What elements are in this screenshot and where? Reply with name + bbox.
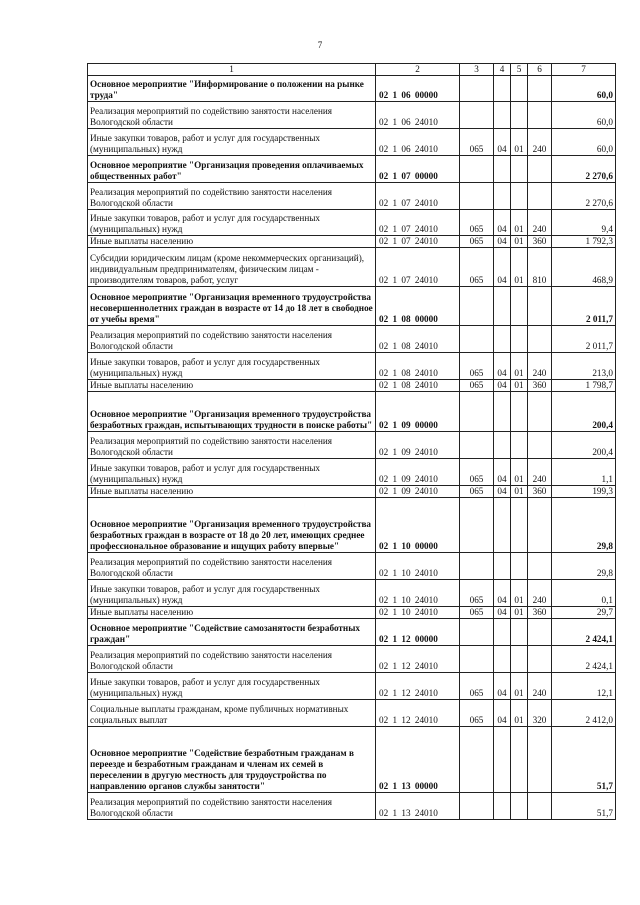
row-name-cell: Основное мероприятие "Содействие безработным гражданам в переезде и безработным гражданам и членам их семей в переселении в другую местность для трудоустройства по направлению органов службы занятости"	[88, 727, 376, 793]
row-rz-cell: 04	[494, 580, 511, 607]
row-pr-cell	[511, 646, 528, 673]
row-pr-cell	[511, 392, 528, 432]
row-pr-cell	[511, 102, 528, 129]
table-row	[88, 353, 616, 380]
row-vr-cell	[460, 287, 494, 326]
row-vr-cell	[460, 619, 494, 646]
row-sum-cell: 2 412,0	[552, 700, 616, 727]
row-code-cell: 02 1 12 24010	[376, 673, 460, 700]
row-vr-cell: 065	[460, 459, 494, 486]
table-header-row	[88, 64, 616, 76]
row-name-cell: Иные выплаты населению	[88, 380, 376, 392]
row-pr-cell: 01	[511, 607, 528, 619]
row-col6-cell	[528, 102, 552, 129]
row-col6-cell	[528, 498, 552, 553]
row-rz-cell: 04	[494, 248, 511, 287]
row-sum-cell: 468,9	[552, 248, 616, 287]
row-pr-cell: 01	[511, 353, 528, 380]
row-sum-cell: 9,4	[552, 210, 616, 236]
row-col6-cell: 240	[528, 129, 552, 156]
table-row	[88, 619, 616, 646]
row-sum-cell: 60,0	[552, 129, 616, 156]
row-name-cell: Реализация мероприятий по содействию занятости населения Вологодской области	[88, 183, 376, 210]
row-name-cell: Субсидии юридическим лицам (кроме некоммерческих организаций), индивидуальным предпринимателям, физическим лицам - производителям товаров, работ, услуг	[88, 248, 376, 287]
row-col6-cell: 240	[528, 353, 552, 380]
row-name-cell: Основное мероприятие "Организация временного трудоустройства безработных граждан в возрасте от 18 до 20 лет, имеющих среднее профессиональное образование и ищущих работу впервые"	[88, 498, 376, 553]
row-code-cell: 02 1 09 24010	[376, 459, 460, 486]
column-header: 7	[552, 64, 616, 76]
table-row	[88, 129, 616, 156]
row-rz-cell	[494, 793, 511, 820]
row-pr-cell: 01	[511, 129, 528, 156]
row-name-cell: Иные закупки товаров, работ и услуг для государственных (муниципальных) нужд	[88, 580, 376, 607]
row-pr-cell: 01	[511, 236, 528, 248]
row-vr-cell: 065	[460, 607, 494, 619]
row-sum-cell: 51,7	[552, 727, 616, 793]
column-header: 2	[376, 64, 460, 76]
row-vr-cell: 065	[460, 673, 494, 700]
row-vr-cell	[460, 553, 494, 580]
row-pr-cell	[511, 727, 528, 793]
row-code-cell: 02 1 12 24010	[376, 700, 460, 727]
table-row	[88, 248, 616, 287]
row-col6-cell: 240	[528, 459, 552, 486]
row-name-cell: Основное мероприятие "Организация временного трудоустройства несовершеннолетних граждан в возрасте от 14 до 18 лет в свободное от учебы время"	[88, 287, 376, 326]
row-col6-cell: 360	[528, 236, 552, 248]
row-pr-cell: 01	[511, 380, 528, 392]
table-row	[88, 380, 616, 392]
row-name-cell: Иные выплаты населению	[88, 486, 376, 498]
table-row	[88, 486, 616, 498]
column-header: 6	[528, 64, 552, 76]
row-name-cell: Иные выплаты населению	[88, 236, 376, 248]
row-name-cell: Реализация мероприятий по содействию занятости населения Вологодской области	[88, 553, 376, 580]
row-pr-cell	[511, 183, 528, 210]
row-code-cell: 02 1 09 24010	[376, 432, 460, 459]
table-row	[88, 102, 616, 129]
row-col6-cell	[528, 183, 552, 210]
row-rz-cell	[494, 619, 511, 646]
row-rz-cell: 04	[494, 459, 511, 486]
row-name-cell: Иные закупки товаров, работ и услуг для государственных (муниципальных) нужд	[88, 353, 376, 380]
row-pr-cell: 01	[511, 486, 528, 498]
row-col6-cell	[528, 392, 552, 432]
row-rz-cell: 04	[494, 210, 511, 236]
row-sum-cell: 2 011,7	[552, 287, 616, 326]
row-code-cell: 02 1 10 00000	[376, 498, 460, 553]
table-row	[88, 76, 616, 102]
row-name-cell: Реализация мероприятий по содействию занятости населения Вологодской области	[88, 326, 376, 353]
row-sum-cell: 2 424,1	[552, 646, 616, 673]
row-pr-cell: 01	[511, 210, 528, 236]
row-pr-cell: 01	[511, 673, 528, 700]
table-row	[88, 498, 616, 553]
row-rz-cell	[494, 287, 511, 326]
row-col6-cell	[528, 326, 552, 353]
row-code-cell: 02 1 08 24010	[376, 326, 460, 353]
row-col6-cell: 320	[528, 700, 552, 727]
table-row	[88, 210, 616, 236]
row-name-cell: Иные закупки товаров, работ и услуг для государственных (муниципальных) нужд	[88, 673, 376, 700]
row-sum-cell: 2 011,7	[552, 326, 616, 353]
row-vr-cell	[460, 392, 494, 432]
row-vr-cell	[460, 793, 494, 820]
row-pr-cell	[511, 553, 528, 580]
table-row	[88, 607, 616, 619]
row-name-cell: Иные закупки товаров, работ и услуг для государственных (муниципальных) нужд	[88, 459, 376, 486]
row-name-cell: Реализация мероприятий по содействию занятости населения Вологодской области	[88, 432, 376, 459]
row-name-cell: Иные закупки товаров, работ и услуг для государственных (муниципальных) нужд	[88, 210, 376, 236]
row-rz-cell	[494, 156, 511, 183]
row-rz-cell	[494, 553, 511, 580]
row-vr-cell	[460, 727, 494, 793]
row-pr-cell	[511, 432, 528, 459]
row-rz-cell: 04	[494, 700, 511, 727]
row-code-cell: 02 1 10 24010	[376, 580, 460, 607]
table-row	[88, 326, 616, 353]
row-col6-cell	[528, 646, 552, 673]
row-pr-cell	[511, 498, 528, 553]
table-row	[88, 432, 616, 459]
row-code-cell: 02 1 08 24010	[376, 353, 460, 380]
row-code-cell: 02 1 08 00000	[376, 287, 460, 326]
row-col6-cell	[528, 619, 552, 646]
row-sum-cell: 200,4	[552, 432, 616, 459]
row-code-cell: 02 1 13 00000	[376, 727, 460, 793]
row-name-cell: Основное мероприятие "Содействие самозанятости безработных граждан"	[88, 619, 376, 646]
row-name-cell: Иные выплаты населению	[88, 607, 376, 619]
row-vr-cell: 065	[460, 210, 494, 236]
row-code-cell: 02 1 12 00000	[376, 619, 460, 646]
row-col6-cell	[528, 287, 552, 326]
row-code-cell: 02 1 07 24010	[376, 210, 460, 236]
row-vr-cell: 065	[460, 380, 494, 392]
row-code-cell: 02 1 06 24010	[376, 102, 460, 129]
column-header: 3	[460, 64, 494, 76]
row-vr-cell	[460, 102, 494, 129]
row-sum-cell: 2 270,6	[552, 183, 616, 210]
page-number: 7	[317, 40, 323, 50]
row-vr-cell: 065	[460, 486, 494, 498]
table-row	[88, 646, 616, 673]
row-sum-cell: 200,4	[552, 392, 616, 432]
row-vr-cell: 065	[460, 129, 494, 156]
table-row	[88, 700, 616, 727]
row-name-cell: Основное мероприятие "Организация временного трудоустройства безработных граждан, испытывающих трудности в поиске работы"	[88, 392, 376, 432]
row-name-cell: Основное мероприятие "Организация проведения оплачиваемых общественных работ"	[88, 156, 376, 183]
row-col6-cell	[528, 76, 552, 102]
row-vr-cell	[460, 646, 494, 673]
row-pr-cell	[511, 287, 528, 326]
row-col6-cell	[528, 553, 552, 580]
row-col6-cell: 360	[528, 486, 552, 498]
row-code-cell: 02 1 09 00000	[376, 392, 460, 432]
column-header: 5	[511, 64, 528, 76]
row-sum-cell: 60,0	[552, 76, 616, 102]
row-sum-cell: 2 424,1	[552, 619, 616, 646]
row-sum-cell: 60,0	[552, 102, 616, 129]
row-vr-cell: 065	[460, 580, 494, 607]
table-row	[88, 580, 616, 607]
row-rz-cell	[494, 727, 511, 793]
row-vr-cell: 065	[460, 353, 494, 380]
table-row	[88, 156, 616, 183]
table-row	[88, 673, 616, 700]
row-code-cell: 02 1 10 24010	[376, 553, 460, 580]
row-vr-cell: 065	[460, 248, 494, 287]
row-pr-cell	[511, 326, 528, 353]
column-header: 4	[494, 64, 511, 76]
row-rz-cell: 04	[494, 673, 511, 700]
row-pr-cell	[511, 76, 528, 102]
row-rz-cell: 04	[494, 607, 511, 619]
row-name-cell: Реализация мероприятий по содействию занятости населения Вологодской области	[88, 793, 376, 820]
row-vr-cell	[460, 156, 494, 183]
row-sum-cell: 29,7	[552, 607, 616, 619]
row-vr-cell	[460, 183, 494, 210]
row-sum-cell: 51,7	[552, 793, 616, 820]
row-name-cell: Реализация мероприятий по содействию занятости населения Вологодской области	[88, 102, 376, 129]
row-pr-cell	[511, 156, 528, 183]
row-rz-cell	[494, 498, 511, 553]
table-row	[88, 287, 616, 326]
row-sum-cell: 29,8	[552, 553, 616, 580]
row-col6-cell	[528, 727, 552, 793]
row-sum-cell: 213,0	[552, 353, 616, 380]
row-rz-cell	[494, 102, 511, 129]
row-code-cell: 02 1 09 24010	[376, 486, 460, 498]
row-sum-cell: 1 798,7	[552, 380, 616, 392]
row-col6-cell: 360	[528, 607, 552, 619]
table-row	[88, 392, 616, 432]
row-rz-cell	[494, 326, 511, 353]
row-rz-cell: 04	[494, 486, 511, 498]
row-code-cell: 02 1 08 24010	[376, 380, 460, 392]
row-code-cell: 02 1 07 00000	[376, 156, 460, 183]
row-col6-cell: 360	[528, 380, 552, 392]
row-code-cell: 02 1 10 24010	[376, 607, 460, 619]
budget-table	[87, 63, 616, 820]
row-pr-cell: 01	[511, 248, 528, 287]
row-sum-cell: 29,8	[552, 498, 616, 553]
row-col6-cell: 240	[528, 580, 552, 607]
row-name-cell: Социальные выплаты гражданам, кроме публичных нормативных социальных выплат	[88, 700, 376, 727]
row-code-cell: 02 1 07 24010	[376, 236, 460, 248]
table-row	[88, 236, 616, 248]
row-code-cell: 02 1 12 24010	[376, 646, 460, 673]
row-col6-cell: 810	[528, 248, 552, 287]
row-code-cell: 02 1 07 24010	[376, 248, 460, 287]
row-col6-cell	[528, 432, 552, 459]
row-vr-cell	[460, 498, 494, 553]
row-rz-cell	[494, 183, 511, 210]
row-rz-cell: 04	[494, 353, 511, 380]
row-rz-cell: 04	[494, 129, 511, 156]
table-row	[88, 553, 616, 580]
row-vr-cell	[460, 326, 494, 353]
row-pr-cell	[511, 793, 528, 820]
row-col6-cell	[528, 793, 552, 820]
column-header: 1	[88, 64, 376, 76]
row-name-cell: Иные закупки товаров, работ и услуг для государственных (муниципальных) нужд	[88, 129, 376, 156]
row-pr-cell: 01	[511, 700, 528, 727]
row-sum-cell: 0,1	[552, 580, 616, 607]
row-name-cell: Реализация мероприятий по содействию занятости населения Вологодской области	[88, 646, 376, 673]
row-sum-cell: 12,1	[552, 673, 616, 700]
row-col6-cell: 240	[528, 673, 552, 700]
table-row	[88, 793, 616, 820]
row-col6-cell	[528, 156, 552, 183]
row-pr-cell: 01	[511, 580, 528, 607]
row-code-cell: 02 1 13 24010	[376, 793, 460, 820]
row-code-cell: 02 1 06 00000	[376, 76, 460, 102]
table-row	[88, 183, 616, 210]
row-code-cell: 02 1 07 24010	[376, 183, 460, 210]
row-rz-cell	[494, 646, 511, 673]
table-row	[88, 727, 616, 793]
row-rz-cell: 04	[494, 236, 511, 248]
row-pr-cell	[511, 619, 528, 646]
row-sum-cell: 199,3	[552, 486, 616, 498]
row-vr-cell: 065	[460, 700, 494, 727]
row-sum-cell: 1 792,3	[552, 236, 616, 248]
row-pr-cell: 01	[511, 459, 528, 486]
row-vr-cell: 065	[460, 236, 494, 248]
row-vr-cell	[460, 76, 494, 102]
row-vr-cell	[460, 432, 494, 459]
row-col6-cell: 240	[528, 210, 552, 236]
row-rz-cell: 04	[494, 380, 511, 392]
row-rz-cell	[494, 432, 511, 459]
row-sum-cell: 1,1	[552, 459, 616, 486]
row-rz-cell	[494, 392, 511, 432]
row-name-cell: Основное мероприятие "Информирование о положении на рынке труда"	[88, 76, 376, 102]
row-rz-cell	[494, 76, 511, 102]
row-sum-cell: 2 270,6	[552, 156, 616, 183]
table-row	[88, 459, 616, 486]
row-code-cell: 02 1 06 24010	[376, 129, 460, 156]
